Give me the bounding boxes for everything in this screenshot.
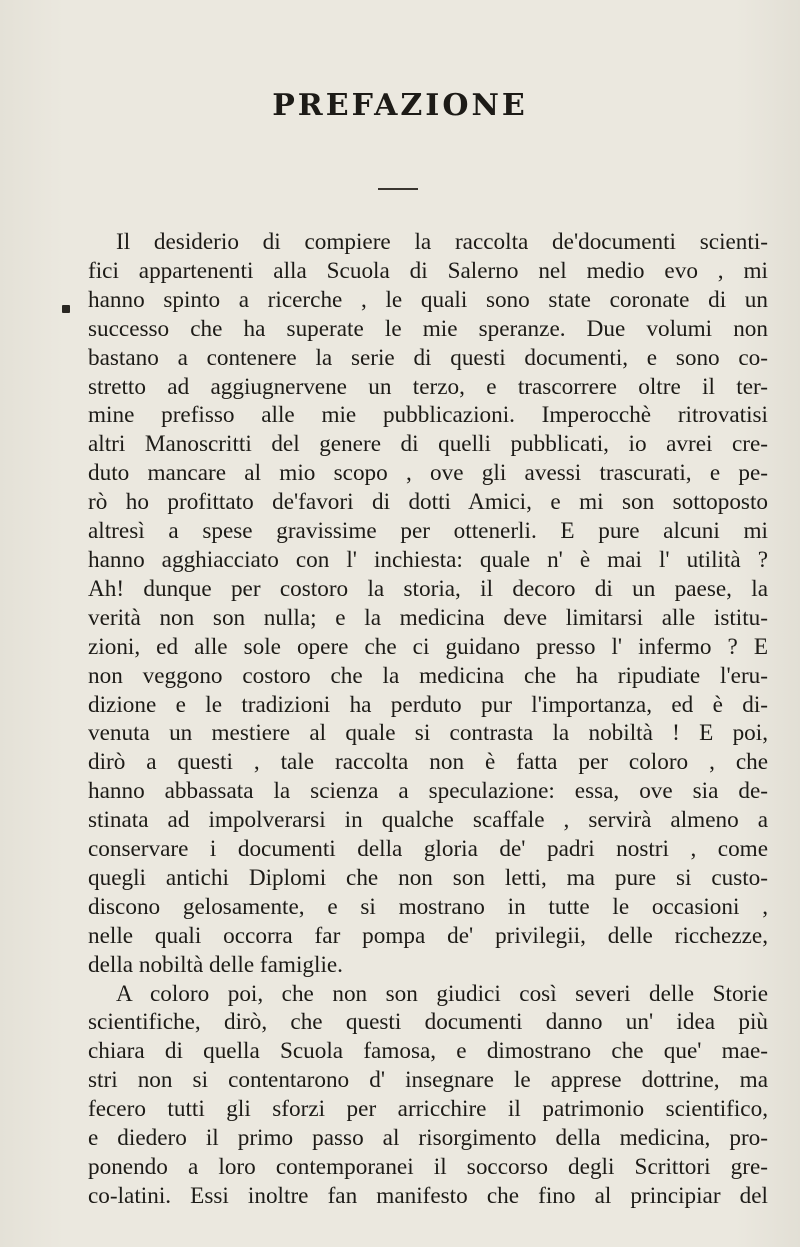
text-line: e diedero il primo passo al risorgimento della medicina, pro- [88, 1125, 768, 1152]
text-line: co-latini. Essi inoltre fan manifesto che fino al principiar del [88, 1182, 768, 1209]
page-title: PREFAZIONE [272, 88, 528, 123]
text-line: duto mancare al mio scopo , ove gli avessi trascurati, e pe- [88, 460, 768, 487]
text-line: zioni, ed alle sole opere che ci guidano presso l' infermo ? E [88, 633, 768, 660]
margin-mark [62, 305, 70, 313]
text-line: della nobiltà delle famiglie. [88, 951, 343, 978]
text-line: altri Manoscritti del genere di quelli pubblicati, io avrei cre- [88, 431, 768, 458]
text-line: stretto ad aggiugnervene un terzo, e trascorrere oltre il ter- [88, 373, 768, 400]
text-line: scientifiche, dirò, che questi documenti danno un' idea più [88, 1009, 768, 1036]
text-line: bastano a contenere la serie di questi documenti, e sono co- [88, 344, 768, 371]
text-line: conservare i documenti della gloria de' padri nostri , come [88, 836, 768, 863]
text-line: successo che ha superate le mie speranze. Due volumi non [88, 315, 768, 342]
text-line: hanno agghiacciato con l' inchiesta: quale n' è mai l' utilità ? [88, 546, 768, 573]
text-line: rò ho profittato de'favori di dotti Amici, e mi son sottoposto [88, 489, 768, 516]
text-line: Ah! dunque per costoro la storia, il decoro di un paese, la [88, 575, 768, 602]
text-line: nelle quali occorra far pompa de' privilegii, delle ricchezze, [88, 922, 768, 949]
text-line: fici appartenenti alla Scuola di Salerno nel medio evo , mi [88, 257, 768, 284]
preface-text [88, 228, 768, 1211]
text-line: verità non son nulla; e la medicina deve limitarsi alle istitu- [88, 604, 768, 631]
text-line: discono gelosamente, e si mostrano in tutte le occasioni , [88, 893, 768, 920]
text-line: altresì a spese gravissime per ottenerli. E pure alcuni mi [88, 518, 768, 545]
text-line: dizione e le tradizioni ha perduto pur l'importanza, ed è di- [88, 691, 768, 718]
text-line: non veggono costoro che la medicina che ha ripudiate l'eru- [88, 662, 768, 689]
text-line: mine prefisso alle mie pubblicazioni. Imperocchè ritrovatisi [88, 402, 768, 429]
text-line: stri non si contentarono d' insegnare le apprese dottrine, ma [88, 1067, 768, 1094]
text-line: A coloro poi, che non son giudici così severi delle Storie [116, 980, 768, 1007]
title-divider [378, 188, 418, 190]
text-line: ponendo a loro contemporanei il soccorso degli Scrittori gre- [88, 1154, 768, 1180]
text-line: fecero tutti gli sforzi per arricchire il patrimonio scientifico, [88, 1096, 768, 1123]
text-line: chiara di quella Scuola famosa, e dimostrano che que' mae- [88, 1038, 768, 1065]
text-line: quegli antichi Diplomi che non son letti, ma pure si custo- [88, 864, 768, 891]
text-line: Il desiderio di compiere la raccolta de'documenti scienti- [116, 229, 768, 255]
text-line: dirò a questi , tale raccolta non è fatta per coloro , che [88, 749, 768, 776]
text-line: hanno abbassata la scienza a speculazione: essa, ove sia de- [88, 778, 768, 805]
text-line: venuta un mestiere al quale si contrasta la nobiltà ! E poi, [88, 720, 768, 747]
text-line: hanno spinto a ricerche , le quali sono state coronate di un [88, 286, 768, 313]
text-line: stinata ad impolverarsi in qualche scaffale , servirà almeno a [88, 807, 768, 834]
